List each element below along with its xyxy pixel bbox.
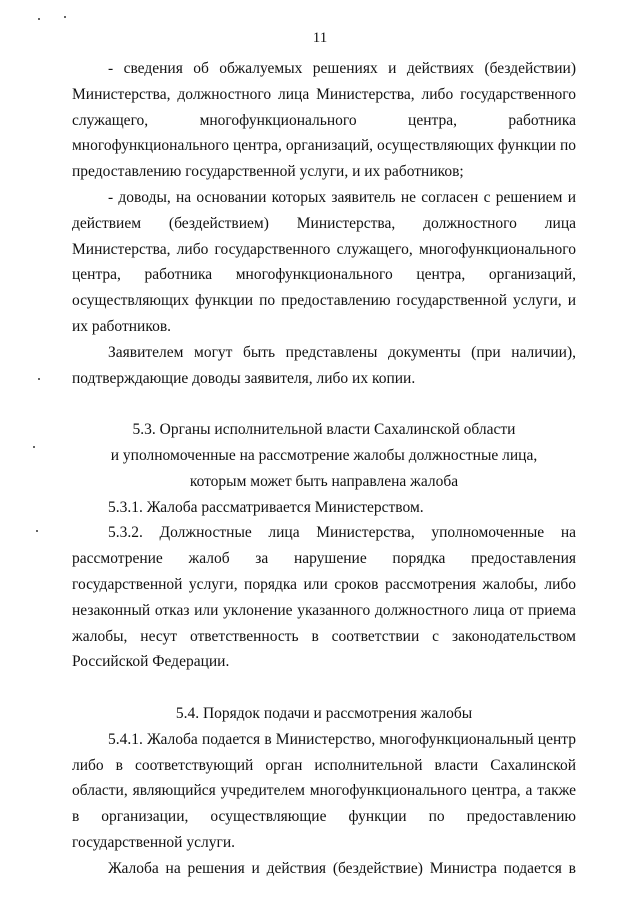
scan-speck bbox=[33, 446, 35, 448]
paragraph-appeal-info: - сведения об обжалуемых решениях и действиях (бездействии) Министерства, должностного лица Министерства, либо государственного служащего, многофункционального центра, работника многофункционального центра, организаций, осуществляющих функции по предоставлению государственной услуги, и их работников; bbox=[72, 60, 576, 181]
paragraph-5-3-2: 5.3.2. Должностные лица Министерства, уполномоченные на рассмотрение жалоб за нарушение порядка предоставления государственной услуги, порядка или сроков рассмотрения жалобы, либо незаконный отказ или уклонение указанного должностного лица от приема жалобы, несут ответственность в соответствии с законодательством Российской Федерации. bbox=[72, 524, 576, 671]
paragraph-minister-complaint: Жалоба на решения и действия (бездействие) Министра подается в bbox=[108, 859, 576, 877]
page-number: 11 bbox=[312, 30, 328, 46]
spacer bbox=[72, 391, 576, 417]
section-heading-5-3-line-2: и уполномоченные на рассмотрение жалобы должностные лица, bbox=[110, 446, 538, 464]
section-heading-5-3-line-1: 5.3. Органы исполнительной власти Сахалинской области bbox=[132, 421, 516, 439]
paragraph-5-3-1: 5.3.1. Жалоба рассматривается Министерством. bbox=[108, 498, 424, 516]
scan-speck bbox=[64, 16, 66, 18]
document-body bbox=[72, 56, 576, 882]
paragraph-arguments: - доводы, на основании которых заявитель не согласен с решением и действием (бездействием) Министерства, должностного лица Министерства, либо государственного служащего, многофункционального центра, работника многофункционального центра, организаций, осуществляющих функции по предоставлению государственной услуги, и их работников. bbox=[72, 188, 576, 335]
scan-speck bbox=[38, 18, 40, 20]
paragraph-documents: Заявителем могут быть представлены документы (при наличии), подтверждающие доводы заявителя, либо их копии. bbox=[72, 343, 576, 387]
scan-speck bbox=[38, 378, 40, 380]
paragraph-5-4-1: 5.4.1. Жалоба подается в Министерство, многофункциональный центр либо в соответствующий орган исполнительной власти Сахалинской области, являющийся учредителем многофункционального центра, а также в организации, осуществляющие функции по предоставлению государственной услуги. bbox=[72, 730, 576, 851]
section-heading-5-4: 5.4. Порядок подачи и рассмотрения жалобы bbox=[175, 704, 473, 722]
section-heading-5-3-line-3: которым может быть направлена жалоба bbox=[189, 472, 459, 490]
spacer bbox=[72, 675, 576, 701]
scan-speck bbox=[36, 530, 38, 532]
